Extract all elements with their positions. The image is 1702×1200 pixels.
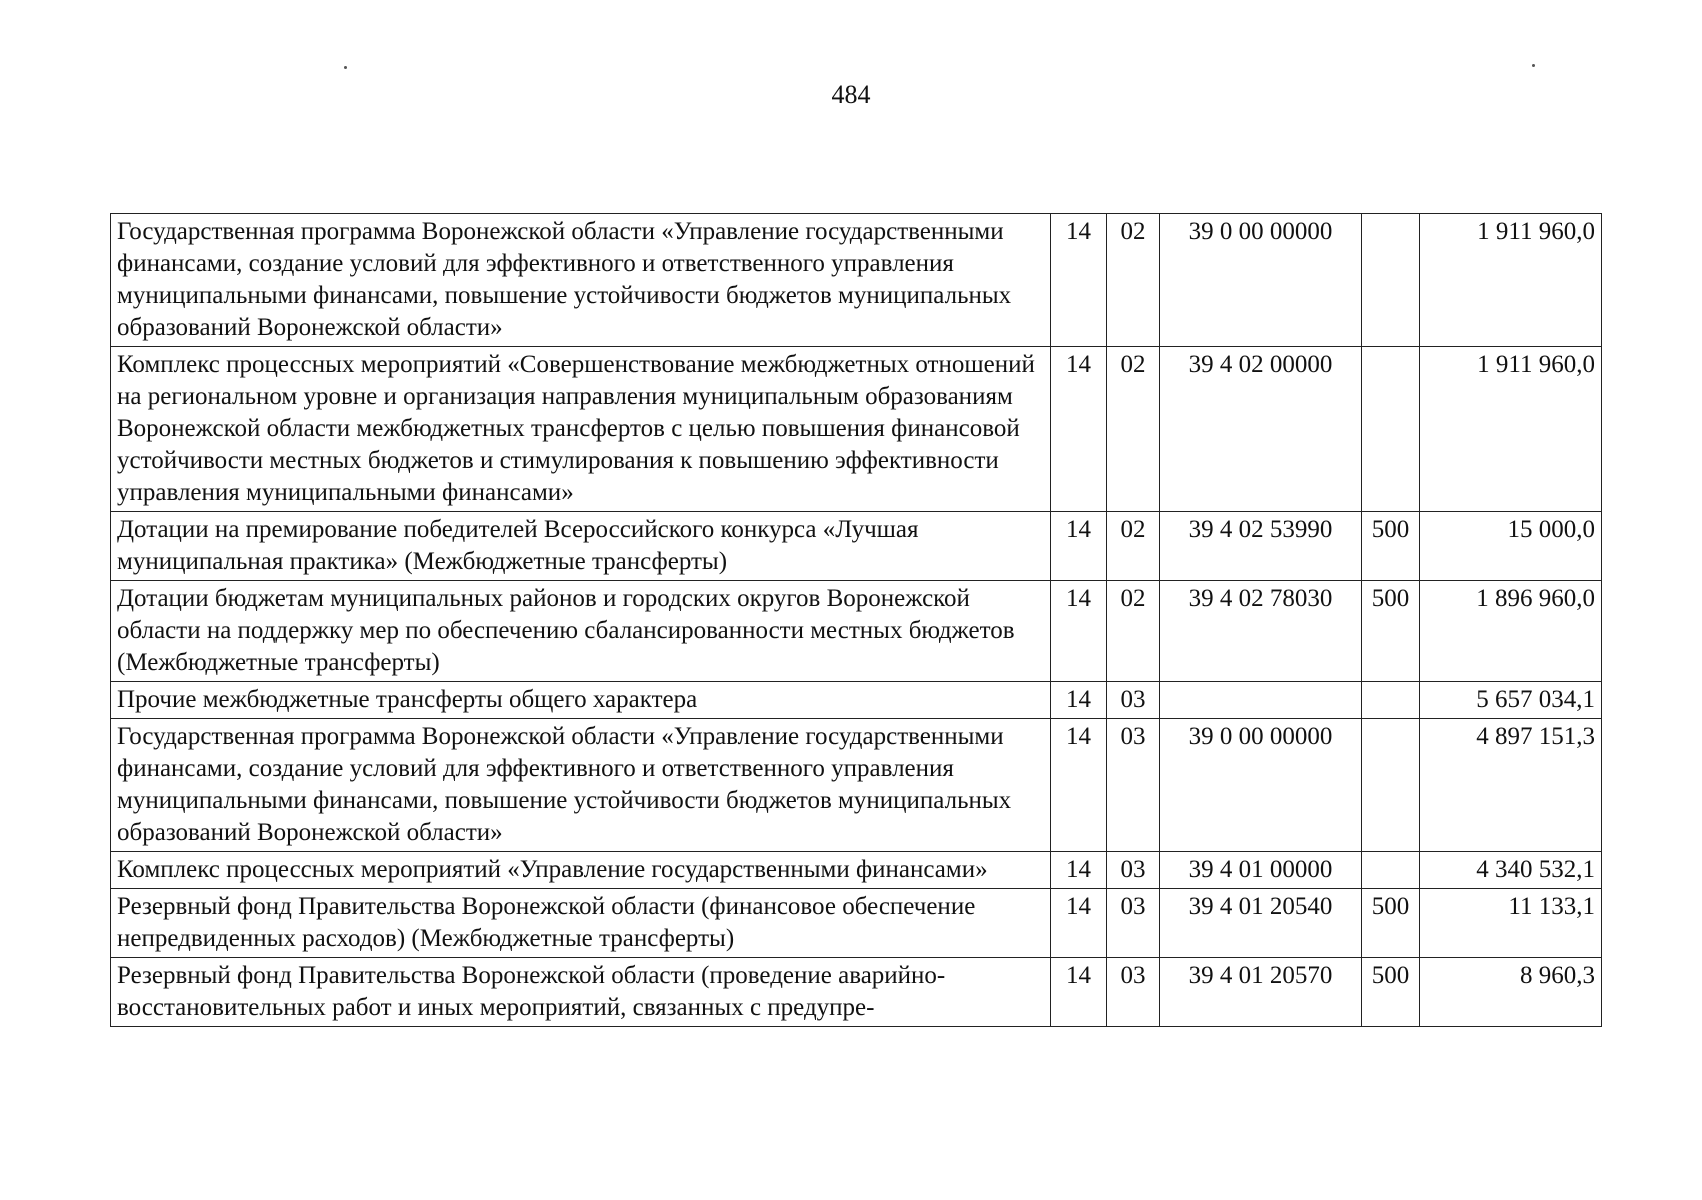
scan-artifact-dot: [1532, 64, 1535, 67]
row-subsection-code: 02: [1107, 347, 1160, 512]
table-row: [111, 512, 1602, 581]
row-subsection-code: 02: [1107, 581, 1160, 682]
page-number: 484: [831, 80, 871, 109]
row-subsection-code: 03: [1107, 682, 1160, 719]
row-section-code: 14: [1051, 214, 1107, 347]
row-description: Резервный фонд Правительства Воронежской области (финансовое обеспечение непредвиденных расходов) (Межбюджетные трансферты): [111, 889, 1051, 958]
row-description: Государственная программа Воронежской области «Управление государственными финансами, создание условий для эффективного и ответственного управления муниципальными финансами, повышение устойчивости бюджетов муниципальных образований Воронежской области»: [111, 214, 1051, 347]
row-section-code: 14: [1051, 719, 1107, 852]
row-section-code: 14: [1051, 512, 1107, 581]
row-expense-type: 500: [1362, 889, 1420, 958]
row-description: Комплекс процессных мероприятий «Совершенствование межбюджетных отношений на региональном уровне и организация направления муниципальным образованиям Воронежской области межбюджетных трансфертов с целью повышения финансовой устойчивости местных бюджетов и стимулирования к повышению эффективности управления муниципальными финансами»: [111, 347, 1051, 512]
row-amount: 1 896 960,0: [1420, 581, 1602, 682]
row-subsection-code: 02: [1107, 512, 1160, 581]
table-row: [111, 214, 1602, 347]
row-description: Комплекс процессных мероприятий «Управление государственными финансами»: [111, 852, 1051, 889]
table-row: [111, 347, 1602, 512]
row-amount: 4 897 151,3: [1420, 719, 1602, 852]
row-description: Дотации бюджетам муниципальных районов и городских округов Воронежской области на поддержку мер по обеспечению сбалансированности местных бюджетов (Межбюджетные трансферты): [111, 581, 1051, 682]
row-target-article: 39 4 02 53990: [1160, 512, 1362, 581]
table-row: [111, 581, 1602, 682]
row-target-article: 39 4 02 00000: [1160, 347, 1362, 512]
row-expense-type: 500: [1362, 512, 1420, 581]
row-section-code: 14: [1051, 958, 1107, 1027]
table-row: [111, 889, 1602, 958]
row-target-article: 39 4 02 78030: [1160, 581, 1362, 682]
row-expense-type: [1362, 214, 1420, 347]
table-row: [111, 958, 1602, 1027]
row-amount: 4 340 532,1: [1420, 852, 1602, 889]
row-subsection-code: 03: [1107, 719, 1160, 852]
row-subsection-code: 03: [1107, 958, 1160, 1027]
row-subsection-code: 03: [1107, 852, 1160, 889]
scan-artifact-dot: [344, 66, 347, 69]
row-description: Резервный фонд Правительства Воронежской области (проведение аварийно-восстановительных работ и иных мероприятий, связанных с предупре-: [111, 958, 1051, 1027]
row-target-article: 39 4 01 00000: [1160, 852, 1362, 889]
row-expense-type: [1362, 852, 1420, 889]
row-amount: 11 133,1: [1420, 889, 1602, 958]
table-row: [111, 719, 1602, 852]
table-row: [111, 852, 1602, 889]
row-section-code: 14: [1051, 682, 1107, 719]
row-section-code: 14: [1051, 581, 1107, 682]
row-subsection-code: 02: [1107, 214, 1160, 347]
row-section-code: 14: [1051, 852, 1107, 889]
row-expense-type: 500: [1362, 581, 1420, 682]
row-section-code: 14: [1051, 347, 1107, 512]
row-target-article: 39 4 01 20570: [1160, 958, 1362, 1027]
budget-table: [110, 213, 1602, 1027]
row-description: Прочие межбюджетные трансферты общего характера: [111, 682, 1051, 719]
row-target-article: 39 4 01 20540: [1160, 889, 1362, 958]
row-expense-type: 500: [1362, 958, 1420, 1027]
row-description: Государственная программа Воронежской области «Управление государственными финансами, создание условий для эффективного и ответственного управления муниципальными финансами, повышение устойчивости бюджетов муниципальных образований Воронежской области»: [111, 719, 1051, 852]
row-amount: 15 000,0: [1420, 512, 1602, 581]
row-subsection-code: 03: [1107, 889, 1160, 958]
row-expense-type: [1362, 682, 1420, 719]
row-target-article: [1160, 682, 1362, 719]
row-amount: 1 911 960,0: [1420, 214, 1602, 347]
row-expense-type: [1362, 719, 1420, 852]
row-amount: 5 657 034,1: [1420, 682, 1602, 719]
row-amount: 1 911 960,0: [1420, 347, 1602, 512]
row-description: Дотации на премирование победителей Всероссийского конкурса «Лучшая муниципальная практика» (Межбюджетные трансферты): [111, 512, 1051, 581]
row-target-article: 39 0 00 00000: [1160, 214, 1362, 347]
table-row: [111, 682, 1602, 719]
row-expense-type: [1362, 347, 1420, 512]
row-section-code: 14: [1051, 889, 1107, 958]
row-target-article: 39 0 00 00000: [1160, 719, 1362, 852]
row-amount: 8 960,3: [1420, 958, 1602, 1027]
